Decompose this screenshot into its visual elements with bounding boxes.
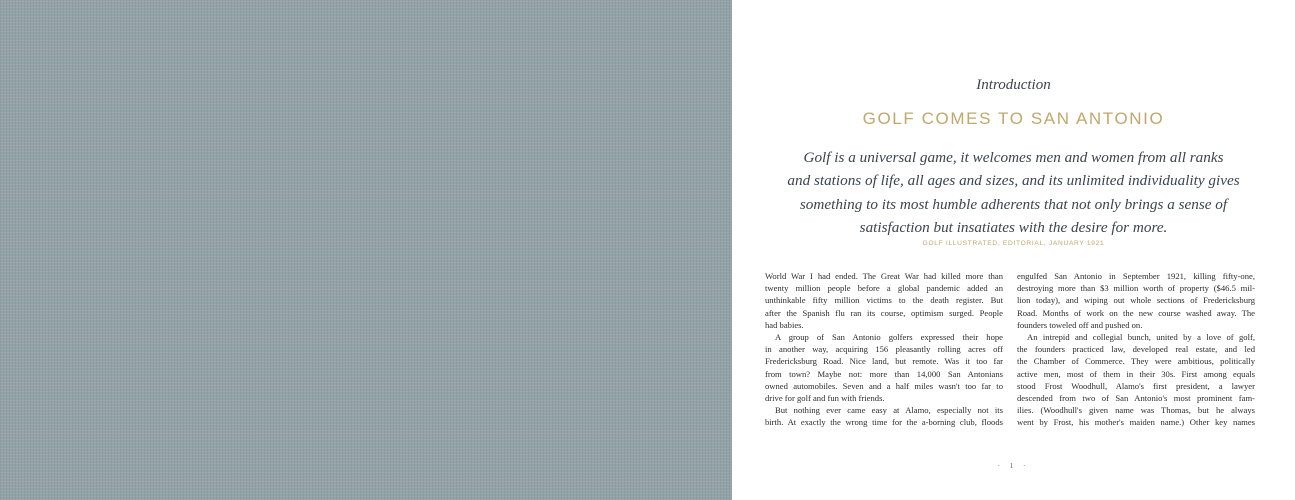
page-number: · 1 · (997, 462, 1030, 470)
chapter-title: GOLF COMES TO SAN ANTONIO (862, 109, 1165, 128)
body-line: twenty million people before a global pandemic added an (765, 283, 1003, 294)
epigraph-attribution: GOLF ILLUSTRATED, EDITORIAL, JANUARY 1921 (922, 240, 1105, 247)
body-line: destroying more than $3 million worth of property ($46.5 mil- (1017, 283, 1255, 294)
body-line: birth. At exactly the wrong time for the a-borning club, floods (765, 417, 1003, 428)
body-line: went by Frost, his mother's maiden name.) Other key names (1017, 417, 1255, 428)
epigraph-line: Golf is a universal game, it welcomes men and women from all ranks (803, 149, 1224, 166)
body-line: the founders practiced law, developed real estate, and led (1017, 344, 1255, 355)
body-line: engulfed San Antonio in September 1921, killing fifty-one, (1017, 271, 1255, 281)
body-line: An intrepid and collegial bunch, united by a love of golf, (1027, 331, 1255, 342)
epigraph-line: and stations of life, all ages and sizes, and its unlimited individuality gives (787, 172, 1240, 190)
epigraph-line: something to its most humble adherents that not only brings a sense of (799, 195, 1228, 213)
body-line: unthinkable fifty million victims to the death register. But (765, 295, 1003, 306)
body-line: World War I had ended. The Great War had killed more than (765, 271, 1003, 281)
body-line: from town? Maybe not: more than 14,000 San Antonians (765, 368, 1003, 379)
body-line: But nothing ever came easy at Alamo, especially not its (775, 405, 1003, 416)
body-line: drive for golf and fun with friends. (765, 392, 885, 403)
body-line: Fredericksburg Road. Nice land, but remote. Was it too far (765, 356, 1003, 367)
body-line: descended from two of San Antonio's most prominent fam- (1017, 392, 1255, 403)
epigraph-line: satisfaction but insatiates with the desire for more. (859, 218, 1168, 236)
body-line: owned automobiles. Seven and a half miles wasn't too far to (765, 380, 1003, 391)
body-line: had babies. (765, 319, 804, 330)
body-line: ilies. (Woodhull's given name was Thomas, but he always (1017, 405, 1255, 416)
body-line: lion today), and wiping out whole sections of Fredericksburg (1017, 295, 1255, 306)
body-line: active men, most of them in their 30s. First among equals (1017, 368, 1255, 379)
body-column-left (765, 270, 1003, 428)
body-line: stood Frost Woodhull, Alamo's first president, a lawyer (1017, 380, 1255, 391)
body-line: founders toweled off and pushed on. (1017, 319, 1143, 330)
body-column-right (1017, 270, 1255, 428)
body-line: the Chamber of Commerce. They were ambitious, politically (1017, 356, 1255, 367)
body-line: Road. Months of work on the new course washed away. The (1017, 307, 1255, 318)
body-line: A group of San Antonio golfers expressed their hope (775, 331, 1003, 342)
body-line: after the Spanish flu ran its course, optimism surged. People (765, 307, 1003, 318)
section-eyebrow: Introduction (976, 77, 1051, 93)
epigraph-quote (770, 146, 1257, 239)
book-page (732, 0, 1295, 500)
body-line: in another way, acquiring 156 pleasantly rolling acres off (765, 344, 1003, 355)
